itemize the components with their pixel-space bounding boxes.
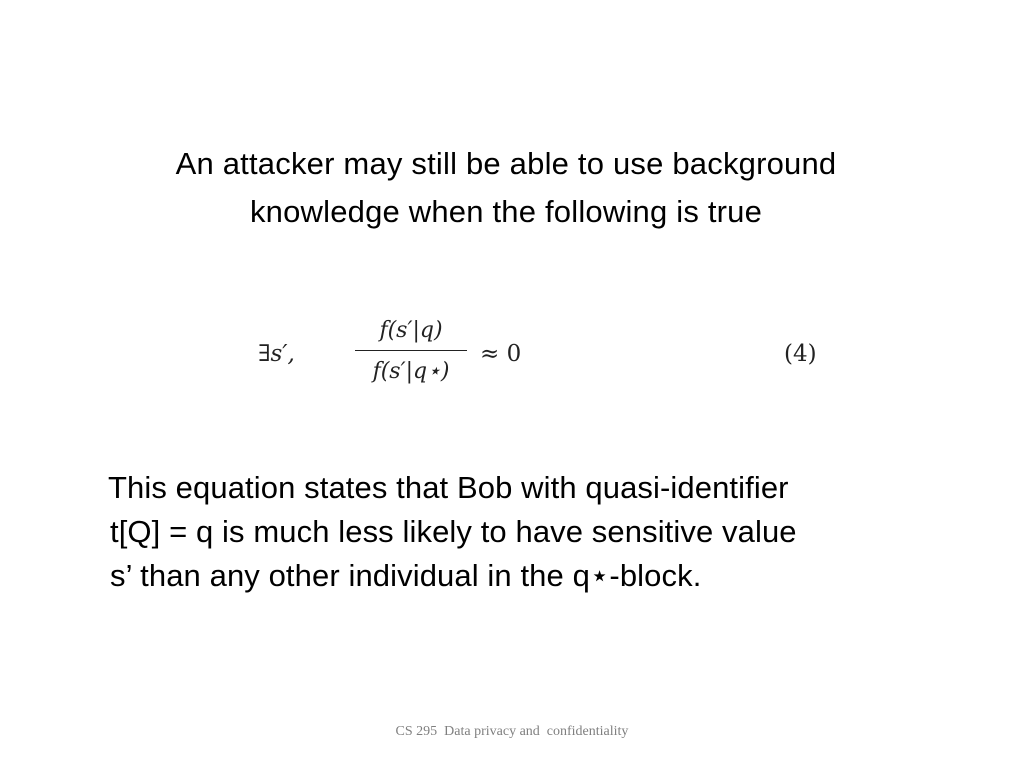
equation-number: (4)	[784, 341, 817, 367]
body-line-3: s’ than any other individual in the q⋆-block.	[110, 558, 702, 593]
title-line-1: An attacker may still be able to use background	[175, 146, 837, 181]
slide-title	[96, 140, 916, 236]
title-line-2: knowledge when the following is true	[249, 194, 763, 229]
slide-footer: CS 295 Data privacy and confidentiality	[395, 724, 629, 739]
equation-quantifier: ∃s′,	[258, 341, 295, 367]
equation-4	[258, 314, 838, 398]
equation-fraction	[355, 314, 467, 389]
body-line-2: t[Q] = q is much less likely to have sensitive value	[110, 514, 797, 549]
body-line-1: This equation states that Bob with quasi-identifier	[108, 470, 789, 505]
equation-denominator: f(s′|q⋆)	[372, 359, 450, 384]
slide-body	[108, 466, 938, 598]
fraction-bar	[355, 350, 467, 351]
equation-relation: ≈ 0	[480, 341, 522, 367]
equation-numerator: f(s′|q)	[379, 318, 443, 343]
